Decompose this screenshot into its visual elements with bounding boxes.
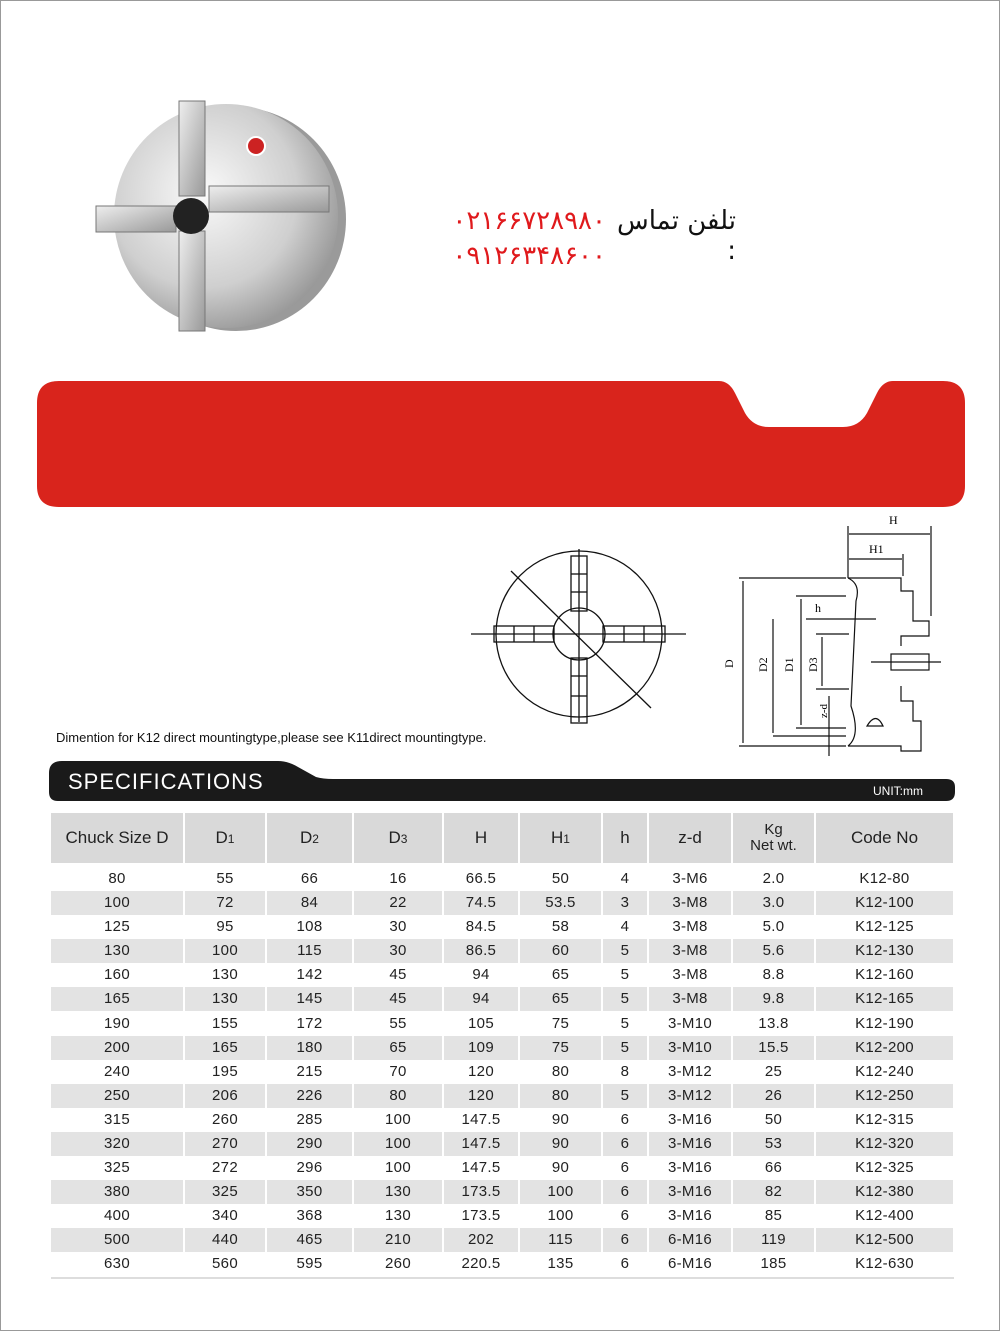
table-cell: 95 (216, 918, 234, 936)
table-cell: 440 (185, 1228, 265, 1252)
table-row (51, 1180, 953, 1204)
table-cell: 94 (472, 966, 490, 984)
table-cell: K12-130 (816, 939, 953, 963)
table-cell: 215 (296, 1062, 323, 1080)
table-row (51, 915, 953, 939)
table-cell: 560 (212, 1255, 238, 1273)
table-cell: 155 (212, 1014, 238, 1032)
table-cell: 3-M6 (672, 870, 708, 887)
table-cell: 65 (551, 966, 570, 984)
col-kg: Kg Net wt. (733, 811, 814, 863)
table-cell: K12-125 (855, 918, 914, 936)
table-cell: 130 (212, 966, 238, 984)
table-cell: 85 (764, 1207, 783, 1225)
table-cell: 100 (185, 939, 265, 963)
table-cell: 74.5 (444, 891, 518, 915)
table-cell: 3-M16 (667, 1207, 713, 1225)
table-cell: 86.5 (444, 939, 518, 963)
table-cell: 6 (620, 1255, 630, 1273)
col-chuck-size: Chuck Size D (51, 811, 183, 863)
table-cell: 147.5 (461, 1110, 501, 1128)
table-cell: K12-165 (816, 987, 953, 1011)
unit-label: UNIT:mm (873, 784, 923, 798)
table-cell: 60 (520, 939, 601, 963)
table-cell: 130 (185, 987, 265, 1011)
table-cell: K12-500 (816, 1228, 953, 1252)
table-cell: 4 (620, 918, 630, 936)
table-cell: 368 (296, 1207, 323, 1225)
table-cell: 465 (267, 1228, 352, 1252)
table-cell: 3-M8 (649, 987, 731, 1011)
col-h1: H1 (520, 811, 601, 863)
table-cell: 58 (551, 918, 570, 936)
table-cell: 6 (603, 1180, 647, 1204)
table-cell: 3-M16 (667, 1159, 713, 1177)
table-row (51, 1060, 953, 1084)
side-view-drawing (701, 506, 961, 766)
table-cell: 325 (185, 1180, 265, 1204)
table-cell: 16 (389, 870, 407, 887)
table-row (51, 1228, 953, 1252)
table-cell: 90 (520, 1132, 601, 1156)
table-cell: 53.5 (520, 891, 601, 915)
table-cell: 165 (51, 987, 183, 1011)
specifications-title: SPECIFICATIONS (68, 769, 264, 794)
table-cell: 5 (620, 966, 630, 984)
table-cell: 5 (603, 939, 647, 963)
table-row (51, 987, 953, 1011)
table-cell: 65 (354, 1036, 442, 1060)
table-cell: 125 (104, 918, 130, 936)
table-cell: 400 (104, 1207, 130, 1225)
table-cell: 26 (733, 1084, 814, 1108)
table-cell: 3-M10 (667, 1014, 713, 1032)
table-cell: 5.0 (762, 918, 785, 936)
table-cell: 147.5 (444, 1132, 518, 1156)
table-row (51, 1132, 953, 1156)
table-cell: K12-240 (855, 1062, 914, 1080)
table-header-row (51, 811, 953, 863)
table-cell: 66 (764, 1159, 783, 1177)
table-cell: 80 (354, 1084, 442, 1108)
table-cell: 3-M12 (667, 1062, 713, 1080)
phone-number-1[interactable]: ۰۲۱۶۶۷۲۸۹۸۰ (452, 206, 606, 236)
dim-H1: H1 (869, 542, 884, 556)
table-cell: K12-190 (855, 1014, 914, 1032)
table-cell: 226 (267, 1084, 352, 1108)
table-cell: 325 (104, 1159, 130, 1177)
table-cell: 185 (760, 1255, 787, 1273)
table-cell: 6 (620, 1110, 630, 1128)
table-cell: 82 (733, 1180, 814, 1204)
dim-D2: D2 (756, 657, 770, 672)
table-row (51, 1204, 953, 1228)
dim-h: h (815, 601, 821, 615)
table-cell: 100 (51, 891, 183, 915)
table-cell: 75 (551, 1014, 570, 1032)
dim-H: H (889, 513, 898, 527)
col-h-small: h (603, 811, 647, 863)
table-cell: 30 (354, 939, 442, 963)
table-cell: 100 (520, 1180, 601, 1204)
table-cell: 90 (551, 1159, 570, 1177)
table-cell: 285 (296, 1110, 323, 1128)
table-cell: 108 (296, 918, 323, 936)
col-code: Code No (816, 811, 953, 863)
table-cell: 3-M10 (649, 1036, 731, 1060)
table-cell: 272 (212, 1159, 238, 1177)
table-cell: 5 (603, 987, 647, 1011)
table-cell: 75 (520, 1036, 601, 1060)
table-cell: 3-M8 (649, 891, 731, 915)
table-cell: 55 (216, 870, 234, 887)
table-cell: 100 (354, 1132, 442, 1156)
table-cell: 80 (551, 1062, 570, 1080)
table-cell: 595 (296, 1255, 323, 1273)
table-cell: K12-320 (816, 1132, 953, 1156)
table-cell: 160 (104, 966, 130, 984)
table-cell: 145 (267, 987, 352, 1011)
table-cell: 180 (267, 1036, 352, 1060)
table-cell: 3-M8 (672, 918, 708, 936)
table-cell: 340 (212, 1207, 238, 1225)
table-cell: 5 (620, 1014, 630, 1032)
table-cell: 50 (551, 870, 570, 887)
table-cell: 135 (547, 1255, 574, 1273)
table-cell: 500 (51, 1228, 183, 1252)
table-row (51, 863, 953, 891)
table-cell: 80 (520, 1084, 601, 1108)
table-cell: K12-100 (816, 891, 953, 915)
table-cell: K12-400 (855, 1207, 914, 1225)
table-cell: 72 (185, 891, 265, 915)
table-cell: 5.6 (733, 939, 814, 963)
table-cell: K12-630 (855, 1255, 914, 1273)
table-cell: 320 (51, 1132, 183, 1156)
table-cell: 315 (104, 1110, 130, 1128)
table-cell: 210 (354, 1228, 442, 1252)
table-cell: 3-M8 (672, 966, 708, 984)
table-cell: 380 (51, 1180, 183, 1204)
table-cell: 25 (764, 1062, 783, 1080)
table-cell: 6 (620, 1207, 630, 1225)
table-cell: 173.5 (461, 1207, 501, 1225)
table-cell: 100 (385, 1110, 411, 1128)
dim-zd: z-d (818, 703, 830, 718)
table-cell: 350 (267, 1180, 352, 1204)
table-cell: 5 (603, 1036, 647, 1060)
table-cell: K12-160 (855, 966, 914, 984)
table-cell: 8.8 (762, 966, 785, 984)
table-bottom-rule (51, 1277, 954, 1279)
table-cell: 70 (389, 1062, 407, 1080)
table-cell: 6 (620, 1159, 630, 1177)
table-cell: 165 (185, 1036, 265, 1060)
table-cell: K12-250 (816, 1084, 953, 1108)
front-view-drawing (466, 546, 691, 726)
table-cell: 120 (468, 1062, 494, 1080)
red-banner (37, 381, 966, 508)
table-row (51, 1011, 953, 1035)
table-cell: 6-M16 (649, 1228, 731, 1252)
dim-D1: D1 (782, 657, 796, 672)
table-row (51, 891, 953, 915)
contact-label: تلفن تماس : (617, 206, 736, 266)
table-row (51, 939, 953, 963)
table-cell: 630 (104, 1255, 130, 1273)
table-cell: 84.5 (465, 918, 497, 936)
table-cell: 200 (51, 1036, 183, 1060)
table-cell: 3-M16 (667, 1110, 713, 1128)
dimension-note: Dimention for K12 direct mountingtype,please see K11direct mountingtype. (56, 730, 487, 745)
table-cell: 142 (296, 966, 323, 984)
table-cell: 66 (300, 870, 319, 887)
table-cell: 9.8 (733, 987, 814, 1011)
col-zd: z-d (649, 811, 731, 863)
table-cell: 80 (108, 870, 126, 887)
table-cell: 190 (104, 1014, 130, 1032)
table-cell: 270 (185, 1132, 265, 1156)
dim-D3: D3 (806, 657, 820, 672)
table-cell: 6-M16 (667, 1255, 713, 1273)
table-cell: 6 (603, 1132, 647, 1156)
table-cell: 45 (389, 966, 407, 984)
table-cell: 130 (51, 939, 183, 963)
col-d2: D2 (267, 811, 352, 863)
col-d1: D1 (185, 811, 265, 863)
table-cell: 22 (354, 891, 442, 915)
table-cell: K12-315 (855, 1110, 914, 1128)
table-cell: K12-380 (816, 1180, 953, 1204)
table-cell: 3-M16 (649, 1132, 731, 1156)
table-row (51, 1252, 953, 1276)
table-cell: 94 (444, 987, 518, 1011)
table-cell: 206 (185, 1084, 265, 1108)
table-cell: 100 (547, 1207, 574, 1225)
col-d3: D3 (354, 811, 442, 863)
table-cell: 3-M8 (649, 939, 731, 963)
table-cell: 4 (620, 870, 630, 887)
table-cell: 172 (296, 1014, 323, 1032)
table-cell: 260 (385, 1255, 411, 1273)
table-cell: 5 (603, 1084, 647, 1108)
table-cell: K12-200 (816, 1036, 953, 1060)
table-cell: 2.0 (762, 870, 785, 887)
table-cell: 109 (444, 1036, 518, 1060)
table-cell: 3 (603, 891, 647, 915)
table-cell: 240 (104, 1062, 130, 1080)
table-cell: 15.5 (733, 1036, 814, 1060)
table-cell: 53 (733, 1132, 814, 1156)
table-cell: 119 (733, 1228, 814, 1252)
table-cell: 65 (520, 987, 601, 1011)
table-row (51, 1036, 953, 1060)
table-cell: 290 (267, 1132, 352, 1156)
table-cell: 3-M12 (649, 1084, 731, 1108)
table-cell: 50 (764, 1110, 783, 1128)
table-cell: 30 (389, 918, 407, 936)
table-cell: K12-325 (855, 1159, 914, 1177)
dim-D: D (722, 659, 736, 668)
table-cell: 6 (603, 1228, 647, 1252)
table-cell: 90 (551, 1110, 570, 1128)
table-cell: 55 (389, 1014, 407, 1032)
table-cell: 260 (212, 1110, 238, 1128)
table-row (51, 963, 953, 987)
table-cell: 296 (296, 1159, 323, 1177)
table-cell: 115 (267, 939, 352, 963)
table-cell: 13.8 (758, 1014, 789, 1032)
table-cell: 115 (520, 1228, 601, 1252)
table-cell: 3.0 (733, 891, 814, 915)
col-h: H (444, 811, 518, 863)
table-cell: 202 (444, 1228, 518, 1252)
table-cell: K12-80 (859, 870, 910, 887)
table-cell: 173.5 (444, 1180, 518, 1204)
table-cell: 105 (468, 1014, 494, 1032)
table-cell: 147.5 (461, 1159, 501, 1177)
table-cell: 220.5 (461, 1255, 501, 1273)
specifications-table (49, 811, 955, 1277)
table-cell: 66.5 (465, 870, 497, 887)
table-cell: 84 (267, 891, 352, 915)
table-cell: 195 (212, 1062, 238, 1080)
table-cell: 120 (444, 1084, 518, 1108)
table-cell: 250 (51, 1084, 183, 1108)
table-cell: 100 (385, 1159, 411, 1177)
table-row (51, 1084, 953, 1108)
table-cell: 130 (354, 1180, 442, 1204)
table-row (51, 1156, 953, 1180)
chuck-product-photo (91, 91, 361, 341)
table-cell: 3-M16 (649, 1180, 731, 1204)
table-cell: 130 (385, 1207, 411, 1225)
table-cell: 45 (354, 987, 442, 1011)
table-cell: 8 (620, 1062, 630, 1080)
phone-number-2[interactable]: ۰۹۱۲۶۳۴۸۶۰۰ (452, 241, 606, 271)
table-row (51, 1108, 953, 1132)
